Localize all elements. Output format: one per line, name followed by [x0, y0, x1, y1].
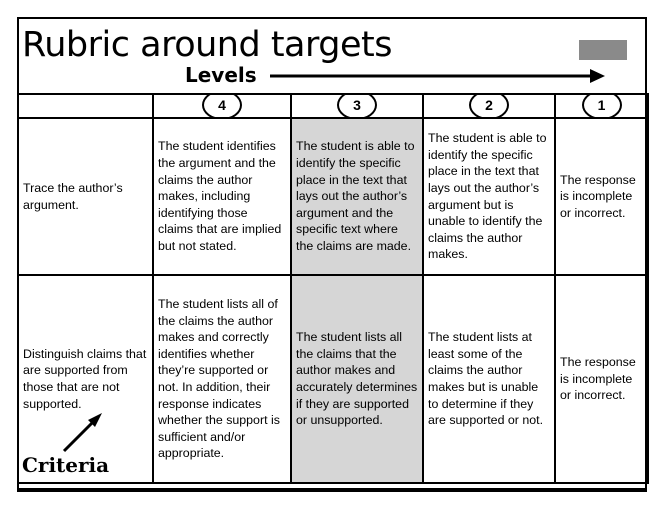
level-number-circle: 4: [202, 94, 242, 118]
rubric-table: [17, 93, 649, 484]
level-header-4: [153, 94, 291, 118]
level-3-cell: The student is able to identify the specific place in the text that lays out the author’s argument and the specific text where the claims are made.: [291, 118, 423, 275]
level-2-cell: The student lists at least some of the claims the author makes but is unable to determine if they are supported or not.: [423, 275, 555, 483]
header-empty-cell: [18, 94, 153, 118]
rubric-row: [18, 118, 648, 275]
level-4-cell: The student identifies the argument and the claims the author makes, including identifying those claims that are implied but not stated.: [153, 118, 291, 275]
levels-arrow-icon: [268, 66, 608, 86]
level-2-cell: The student is able to identify the specific place in the text that lays out the author’s argument but is unable to identify the claims the author makes.: [423, 118, 555, 275]
level-number-circle: 3: [337, 94, 377, 118]
level-number-circle: 1: [582, 94, 622, 118]
level-4-cell: The student lists all of the claims the author makes and correctly identifies whether they’re supported or not. In addition, their response indicates whether the support is sufficient and/or appropriate.: [153, 275, 291, 483]
criteria-arrow-icon: [60, 410, 110, 455]
levels-label: Levels: [185, 63, 257, 87]
bottom-divider: [17, 488, 647, 490]
levels-header-row: [18, 94, 648, 118]
level-header-2: [423, 94, 555, 118]
level-3-cell: The student lists all the claims that the author makes and accurately determines if they are supported or unsupported.: [291, 275, 423, 483]
level-header-3: [291, 94, 423, 118]
criterion-cell: Trace the author’s argument.: [18, 118, 153, 275]
level-1-cell: The response is incomplete or incorrect.: [555, 275, 648, 483]
criteria-label: Criteria: [22, 453, 110, 477]
rubric-row: [18, 275, 648, 483]
level-header-1: [555, 94, 648, 118]
level-number-circle: 2: [469, 94, 509, 118]
grey-placeholder-box: [579, 40, 627, 60]
level-1-cell: The response is incomplete or incorrect.: [555, 118, 648, 275]
slide-title: Rubric around targets: [22, 25, 392, 65]
criterion-cell: Distinguish claims that are supported from those that are not supported.: [18, 275, 153, 483]
